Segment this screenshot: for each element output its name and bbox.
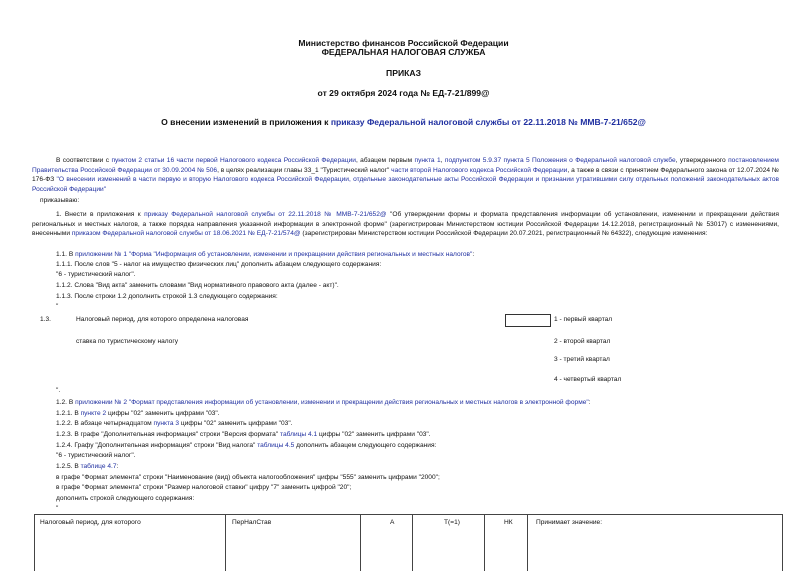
doc-title-link[interactable]: приказу Федеральной налоговой службы от 22.11.2018 № ММВ-7-21/652@ (330, 117, 646, 127)
item-1-2-3: 1.2.3. В графе "Дополнительная информация" строки "Версия формата" таблицы 4.1 цифры "02" заменить цифрами "03". (56, 431, 431, 438)
item-1-2-4: 1.2.4. Графу "Дополнительная информация" строки "Вид налога" таблицы 4.5 дополнить абзацем следующего содержания: (56, 442, 437, 449)
doc-title-prefix: О внесении изменений в приложения к (161, 117, 331, 127)
link-federal-law[interactable]: "О внесении изменений в части первую и вторую Налогового кодекса Российской Федерации, отдельные законодательные акты Российской Федерации и признании утратившими силу отдельных положений законодательных актов Российской Федерации" (32, 176, 780, 193)
table-cell-required: НК (504, 519, 513, 526)
link-table-4-5[interactable]: таблицы 4.5 (257, 442, 295, 449)
item1-paragraph: 1. Внести в приложения к приказу Федеральной налоговой службы от 22.11.2018 № ММВ-7-21/652@ "Об утверждении формы и формата представления информации об установлении, изменении и прекращении действия региональных и местных налогов, а также порядка направления указанной информации в электронной форме" (зарегистрирован Министерством юстиции Российской Федерации 14.12.2018, регистрационный № 53017) с изменениями, внесенными приказом Федеральной налоговой службы от 18.06.2021 № ЕД-7-21/574@ (зарегистрирован Министерством юстиции Российской Федерации 20.07.2021, регистрационный № 64322), следующие изменения: (32, 211, 779, 238)
period-option-3: 3 - третий квартал (554, 356, 610, 363)
link-appendix-2[interactable]: приложении № 2 "Формат представления информации об установлении, изменении и прекращении действия региональных и местных налогов в электронной форме" (75, 399, 589, 406)
ministry-title: Министерство финансов Российской Федерации (298, 38, 509, 48)
table-top-border (34, 514, 782, 515)
doc-date-number: от 29 октября 2024 года № ЕД-7-21/899@ (317, 88, 490, 98)
table-col-divider (412, 514, 413, 571)
table-col-divider (782, 514, 783, 571)
period-input-box[interactable] (505, 314, 551, 327)
table-cell-info: Принимает значение: (536, 519, 603, 526)
item-1-1-2: 1.1.2. Слова "Вид акта" заменить словами "Вид нормативного правового акта (далее - акт)". (56, 282, 339, 289)
doc-title (0, 117, 807, 127)
link-gov-decree[interactable]: постановлением Правительства Российской Федерации от 30.09.2004 № 506 (32, 157, 779, 174)
link-punkt1[interactable]: пункта 1 (414, 157, 441, 164)
link-punkt-3[interactable]: пункта 3 (153, 420, 180, 427)
item-1-1: 1.1. В приложении № 1 "Форма "Информация об установлении, изменении и прекращении действия региональных и местных налогов": (56, 251, 475, 258)
form-row-number: 1.3. (40, 316, 51, 323)
item-1-1-1: 1.1.1. После слов "5 - налог на имущество физических лиц" дополнить абзацем следующего содержания: (56, 261, 382, 268)
link-regulation[interactable]: подпунктом 5.9.37 пункта 5 Положения о Федеральной налоговой службе (444, 157, 676, 164)
quote-close: ". (56, 387, 61, 394)
table-cell-type: А (390, 519, 395, 526)
order-word: приказываю: (40, 197, 80, 204)
quote-open: " (56, 303, 59, 310)
form-row-label-2: ставка по туристическому налогу (76, 338, 179, 345)
link-table-4-7[interactable]: таблице 4.7 (80, 463, 117, 470)
link-order-652[interactable]: приказу Федеральной налоговой службы от 22.11.2018 № ММВ-7-21/652@ (144, 211, 387, 218)
form-row-label-1: Налоговый период, для которого определена налоговая (76, 316, 249, 323)
service-title: ФЕДЕРАЛЬНАЯ НАЛОГОВАЯ СЛУЖБА (321, 47, 486, 57)
item-1-2-5-c: дополнить строкой следующего содержания: (56, 495, 195, 502)
item-1-2-5-b: в графе "Формат элемента" строки "Размер налоговой ставки" цифру "7" заменить цифрой "20"; (56, 484, 352, 491)
period-option-4: 4 - четвертый квартал (554, 376, 622, 383)
quote-tourist-tax-2: "6 - туристический налог". (56, 452, 136, 459)
link-nk-part2[interactable]: части второй Налогового кодекса Российской Федерации (391, 166, 568, 174)
item-1-2-1: 1.2.1. В пункте 2 цифры "02" заменить цифрами "03". (56, 410, 220, 417)
doc-type: ПРИКАЗ (386, 68, 421, 78)
item-1-2-5: 1.2.5. В таблице 4.7: (56, 463, 119, 470)
link-table-4-1[interactable]: таблицы 4.1 (280, 431, 318, 438)
preamble-paragraph: В соответствии с пунктом 2 статьи 16 части первой Налогового кодекса Российской Федерации, абзацем первым пункта 1, подпунктом 5.9.37 пункта 5 Положения о Федеральной налоговой службе, утвержденного постановлением Правительства Российской Федерации от 30.09.2004 № 506, в целях реализации главы 33_1 "Туристический налог" части второй Налогового кодекса Российской Федерации, а также в связи с принятием Федерального закона от 12.07.2024 № 176-ФЗ "О внесении изменений в части первую и вторую Налогового кодекса Российской Федерации, отдельные законодательные акты Российской Федерации и признании утратившими силу отдельных положений законодательных актов Российской Федерации" (32, 157, 780, 193)
table-col-divider (360, 514, 361, 571)
table-cell-format: T(=1) (444, 519, 460, 526)
table-cell-code: ПерНалСтав (232, 519, 272, 526)
link-nk-art16[interactable]: пунктом 2 статьи 16 части первой Налогового кодекса Российской Федерации (111, 157, 356, 164)
period-option-2: 2 - второй квартал (554, 338, 611, 345)
table-col-divider (484, 514, 485, 571)
table-col-divider (34, 514, 35, 571)
table-col-divider (225, 514, 226, 571)
table-cell-name: Налоговый период, для которого (40, 519, 141, 526)
period-option-1: 1 - первый квартал (554, 316, 613, 323)
table-col-divider (527, 514, 528, 571)
item-1-2-5-a: в графе "Формат элемента" строки "Наименование (вид) объекта налогообложения" цифры "555" заменить цифрами "2000"; (56, 474, 440, 481)
link-punkt-2[interactable]: пункте 2 (80, 410, 107, 417)
item-1-1-3: 1.1.3. После строки 1.2 дополнить строкой 1.3 следующего содержания: (56, 293, 278, 300)
item-1-2: 1.2. В приложении № 2 "Формат представления информации об установлении, изменении и прекращении действия региональных и местных налогов в электронной форме": (56, 399, 591, 406)
link-appendix-1[interactable]: приложении № 1 "Форма "Информация об установлении, изменении и прекращении действия региональных и местных налогов" (75, 251, 473, 258)
quote-open-2: " (56, 505, 59, 512)
item-1-2-2: 1.2.2. В абзаце четырнадцатом пункта 3 цифры "02" заменить цифрами "03". (56, 420, 293, 427)
quote-tourist-tax: "6 - туристический налог". (56, 271, 136, 278)
link-order-574[interactable]: приказом Федеральной налоговой службы от 18.06.2021 № ЕД-7-21/574@ (71, 230, 301, 238)
